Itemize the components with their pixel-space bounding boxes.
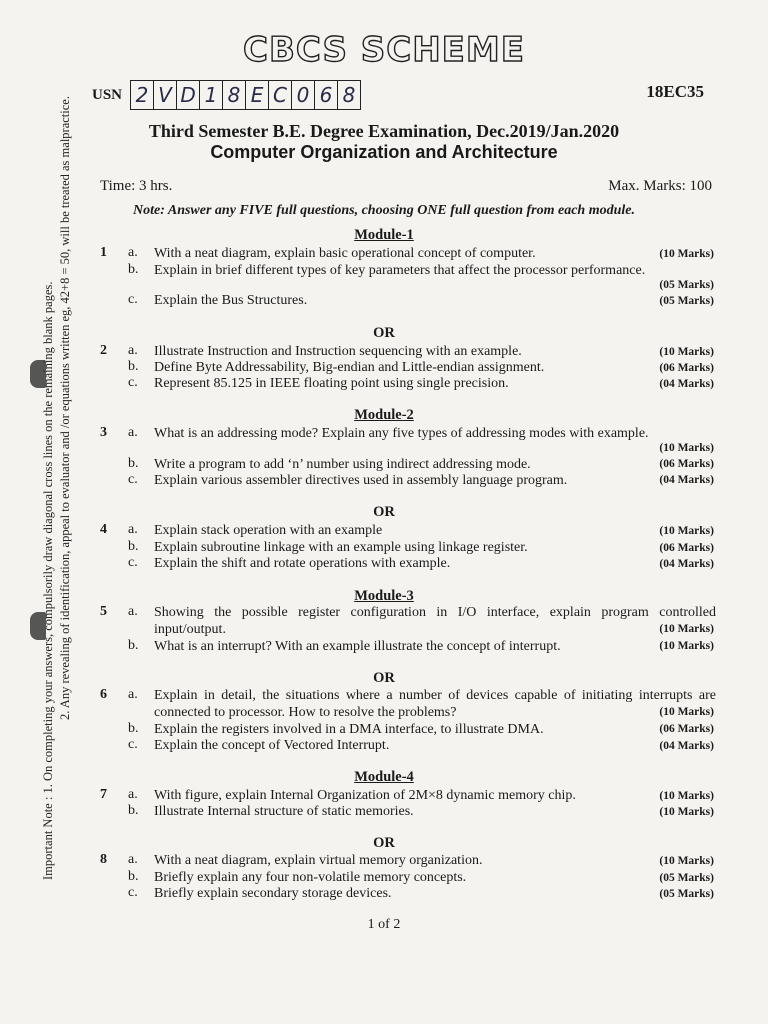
question-number: 6 bbox=[100, 687, 107, 702]
part-label: b. bbox=[128, 539, 139, 554]
question-number: 4 bbox=[100, 522, 107, 537]
usn-char: 1 bbox=[200, 81, 223, 109]
question-text: Briefly explain any four non-volatile memory concepts. bbox=[154, 870, 467, 885]
marks: (10 Marks) bbox=[659, 855, 714, 867]
marks: (10 Marks) bbox=[659, 346, 714, 358]
marks: (05 Marks) bbox=[659, 872, 714, 884]
part-label: c. bbox=[128, 737, 138, 752]
part-label: b. bbox=[128, 359, 139, 374]
marks: (10 Marks) bbox=[659, 525, 714, 537]
marks: (05 Marks) bbox=[659, 888, 714, 900]
question-text: Explain stack operation with an example bbox=[154, 523, 383, 538]
question-text: Briefly explain secondary storage devices. bbox=[154, 886, 392, 901]
question-number: 8 bbox=[100, 852, 107, 867]
part-label: b. bbox=[128, 638, 139, 653]
marks: (10 Marks) bbox=[659, 442, 714, 454]
part-label: c. bbox=[128, 472, 138, 487]
marks: (10 Marks) bbox=[659, 806, 714, 818]
part-label: c. bbox=[128, 555, 138, 570]
question-text: Explain the registers involved in a DMA interface, to illustrate DMA. bbox=[154, 722, 544, 737]
usn-char: 2 bbox=[131, 81, 154, 109]
side-note-line-2: 2. Any revealing of identification, appeal to evaluator and /or equations written eg, 42+8 = 50, will be treated as malpractice. bbox=[58, 96, 72, 720]
module-heading: Module-4 bbox=[354, 769, 414, 785]
exam-time: Time: 3 hrs. bbox=[100, 178, 173, 194]
usn-char: C bbox=[269, 81, 292, 109]
question-text: Explain in detail, the situations where a number of devices capable of initiating interrupts are connected to processor. How to resolve the problems? bbox=[154, 688, 716, 720]
marks: (10 Marks) bbox=[659, 248, 714, 260]
question-text: Showing the possible register configuration in I/O interface, explain program controlled input/output. bbox=[154, 605, 716, 637]
part-label: a. bbox=[128, 604, 138, 619]
part-label: b. bbox=[128, 721, 139, 736]
or-separator: OR bbox=[373, 835, 395, 851]
marks: (06 Marks) bbox=[659, 723, 714, 735]
question-text: Define Byte Addressability, Big-endian and Little-endian assignment. bbox=[154, 360, 545, 375]
question-text: Explain subroutine linkage with an example using linkage register. bbox=[154, 540, 528, 555]
usn-row bbox=[92, 80, 361, 110]
question-text: With a neat diagram, explain basic operational concept of computer. bbox=[154, 246, 536, 261]
part-label: c. bbox=[128, 885, 138, 900]
part-label: a. bbox=[128, 787, 138, 802]
side-note-line-1: Important Note : 1. On completing your answers, compulsorily draw diagonal cross lines on the remaining blank pages. bbox=[41, 281, 55, 880]
question-text: Write a program to add ‘n’ number using indirect addressing mode. bbox=[154, 457, 531, 472]
usn-label: USN bbox=[92, 86, 123, 103]
question-text: Explain in brief different types of key parameters that affect the processor performance. bbox=[154, 263, 646, 278]
question-text: Explain various assembler directives used in assembly language program. bbox=[154, 473, 568, 488]
question-text: With a neat diagram, explain virtual memory organization. bbox=[154, 853, 483, 868]
module-heading: Module-1 bbox=[354, 227, 414, 243]
part-label: b. bbox=[128, 803, 139, 818]
part-label: a. bbox=[128, 852, 138, 867]
usn-char: 0 bbox=[292, 81, 315, 109]
marks: (10 Marks) bbox=[659, 706, 714, 718]
part-label: c. bbox=[128, 292, 138, 307]
instruction-note: Note: Answer any FIVE full questions, choosing ONE full question from each module. bbox=[133, 203, 635, 218]
marks: (04 Marks) bbox=[659, 558, 714, 570]
question-text: Explain the Bus Structures. bbox=[154, 293, 308, 308]
question-text: Illustrate Instruction and Instruction sequencing with an example. bbox=[154, 344, 522, 359]
part-label: b. bbox=[128, 262, 139, 277]
usn-char: 8 bbox=[223, 81, 246, 109]
marks: (04 Marks) bbox=[659, 740, 714, 752]
question-number: 5 bbox=[100, 604, 107, 619]
scheme-heading: CBCS SCHEME bbox=[243, 30, 525, 70]
question-number: 3 bbox=[100, 425, 107, 440]
usn-char: 8 bbox=[342, 83, 356, 107]
marks: (05 Marks) bbox=[659, 279, 714, 291]
question-text: With figure, explain Internal Organization of 2M×8 dynamic memory chip. bbox=[154, 788, 576, 803]
module-heading: Module-3 bbox=[354, 588, 414, 604]
part-label: b. bbox=[128, 869, 139, 884]
question-text: Represent 85.125 in IEEE floating point using single precision. bbox=[154, 376, 509, 391]
question-number: 1 bbox=[100, 245, 107, 260]
question-number: 2 bbox=[100, 343, 107, 358]
marks: (06 Marks) bbox=[659, 362, 714, 374]
marks: (10 Marks) bbox=[659, 790, 714, 802]
part-label: b. bbox=[128, 456, 139, 471]
marks: (04 Marks) bbox=[659, 378, 714, 390]
usn-char: D bbox=[177, 81, 200, 109]
question-text: Explain the concept of Vectored Interrupt. bbox=[154, 738, 390, 753]
part-label: a. bbox=[128, 245, 138, 260]
usn-char: 6 bbox=[315, 81, 338, 109]
question-text: Illustrate Internal structure of static memories. bbox=[154, 804, 414, 819]
or-separator: OR bbox=[373, 325, 395, 341]
module-heading: Module-2 bbox=[354, 407, 414, 423]
part-label: a. bbox=[128, 687, 138, 702]
usn-char: V bbox=[154, 81, 177, 109]
part-label: c. bbox=[128, 375, 138, 390]
marks: (05 Marks) bbox=[659, 295, 714, 307]
page-number: 1 of 2 bbox=[367, 917, 401, 932]
question-number: 7 bbox=[100, 787, 107, 802]
exam-title: Third Semester B.E. Degree Examination, Dec.2019/Jan.2020 bbox=[148, 121, 620, 141]
marks: (10 Marks) bbox=[659, 623, 714, 635]
marks: (06 Marks) bbox=[659, 542, 714, 554]
question-text: Explain the shift and rotate operations with example. bbox=[154, 556, 451, 571]
subject-title: Computer Organization and Architecture bbox=[210, 142, 558, 162]
part-label: a. bbox=[128, 425, 138, 440]
marks: (04 Marks) bbox=[659, 474, 714, 486]
subject-code: 18EC35 bbox=[646, 82, 704, 101]
part-label: a. bbox=[128, 343, 138, 358]
or-separator: OR bbox=[373, 670, 395, 686]
question-text: What is an addressing mode? Explain any five types of addressing modes with example. bbox=[154, 426, 649, 441]
usn-char: E bbox=[246, 81, 269, 109]
max-marks: Max. Marks: 100 bbox=[608, 178, 712, 194]
usn-boxes bbox=[130, 80, 361, 110]
part-label: a. bbox=[128, 522, 138, 537]
marks: (06 Marks) bbox=[659, 458, 714, 470]
question-text: What is an interrupt? With an example illustrate the concept of interrupt. bbox=[154, 639, 561, 654]
or-separator: OR bbox=[373, 504, 395, 520]
marks: (10 Marks) bbox=[659, 640, 714, 652]
